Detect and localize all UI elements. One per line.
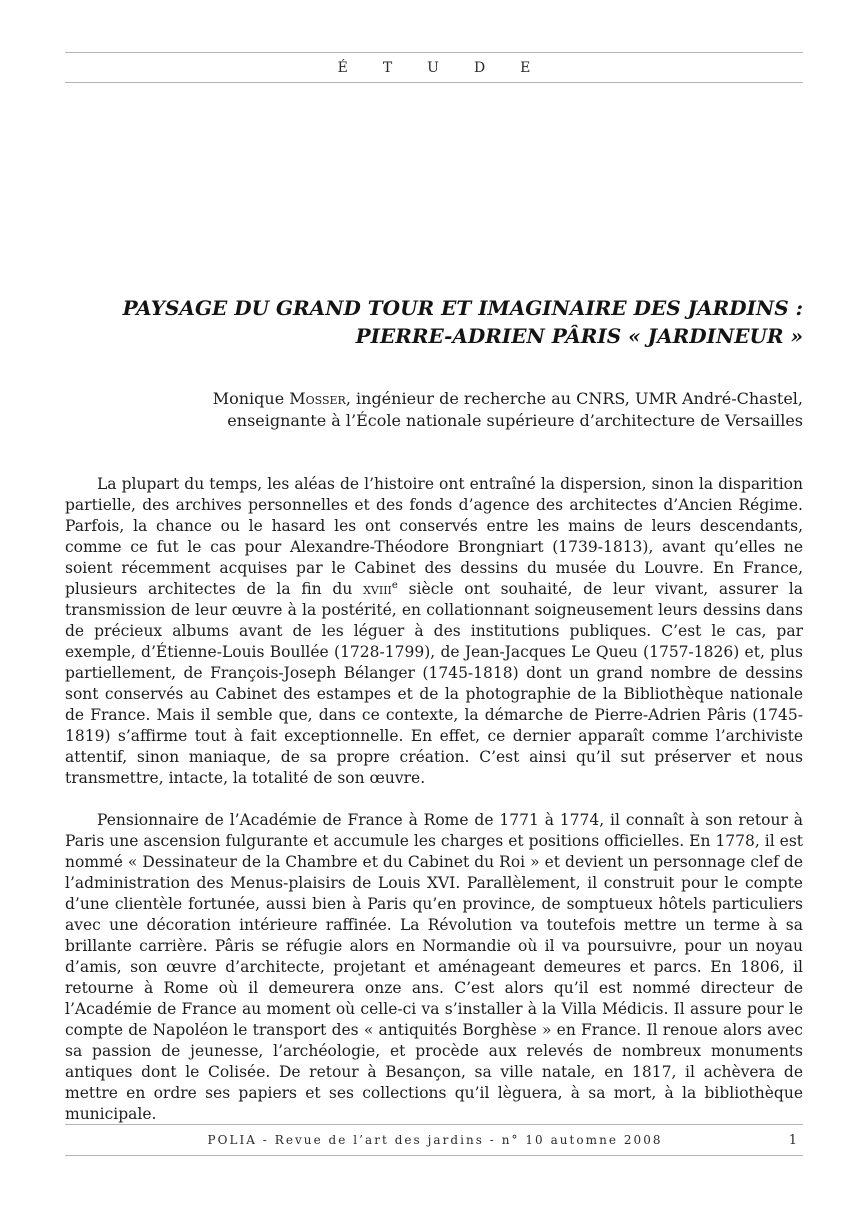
author-last-name: Mosser — [289, 389, 346, 408]
century-numeral: xviii — [363, 580, 392, 598]
journal-title-line: POLIA - Revue de l’art des jardins - n° 10 automne 2008 — [207, 1133, 663, 1147]
paragraph-1-text-a: La plupart du temps, les aléas de l’histoire ont entraîné la dispersion, sinon la disparition partielle, des archives personnelles et des fonds d’agence des architectes d’Ancien Régime. Parfois, la chance ou le hasard les ont conservés entre les mains de leurs descendants, comme ce fut le cas pour Alexandre-Théodore Brongniart (1739-1813), avant qu’elles ne soient récemment acquises par le Cabinet des dessins du musée du Louvre. En France, plusieurs architectes de la fin du — [65, 475, 803, 598]
author-block — [65, 388, 803, 432]
running-head — [65, 52, 803, 83]
page-footer — [65, 1124, 803, 1156]
author-affiliation-2: enseignante à l’École nationale supérieure d’architecture de Versailles — [227, 411, 803, 430]
author-affiliation-1: , ingénieur de recherche au CNRS, UMR André-Chastel, — [345, 389, 803, 408]
article-body — [65, 474, 803, 1125]
century-ordinal-suffix: e — [391, 579, 398, 591]
page-number: 1 — [788, 1132, 797, 1148]
paragraph-2: Pensionnaire de l’Académie de France à Rome de 1771 à 1774, il connaît à son retour à Paris une ascension fulgurante et accumule les charges et positions officielles. En 1778, il est nommé « Dessinateur de la Chambre et du Cabinet du Roi » et devient un personnage clef de l’administration des Menus-plaisirs de Louis XVI. Parallèlement, il construit pour le compte d’une clientèle fortunée, aussi bien à Paris qu’en province, de somptueux hôtels particuliers avec une décoration intérieure raffinée. La Révolution va toutefois mettre un terme à sa brillante carrière. Pâris se réfugie alors en Normandie où il va poursuivre, pour un noyau d’amis, son œuvre d’architecte, projetant et aménageant demeures et parcs. En 1806, il retourne à Rome où il demeurera onze ans. C’est alors qu’il est nommé directeur de l’Académie de France au moment où celle-ci va s’installer à la Villa Médicis. Il assure pour le compte de Napoléon le transport des « antiquités Borghèse » en France. Il renoue alors avec sa passion de jeunesse, l’archéologie, et procède aux relevés de nombreux monuments antiques dont le Colisée. De retour à Besançon, sa ville natale, en 1817, il achèvera de mettre en ordre ses papiers et ses collections qu’il lèguera, à sa mort, à la bibliothèque municipale. — [65, 811, 803, 1123]
running-head-label: ÉTUDE — [337, 59, 566, 76]
article-title-line2: PIERRE-ADRIEN PÂRIS « JARDINEUR » — [355, 324, 803, 348]
paragraph-1-text-b: siècle ont souhaité, de leur vivant, assurer la transmission de leur œuvre à la postérité, en collationnant soigneusement leurs dessins dans de précieux albums avant de les léguer à des institutions publiques. C’est le cas, par exemple, d’Étienne-Louis Boullée (1728-1799), de Jean-Jacques Le Queu (1757-1826) et, plus partiellement, de François-Joseph Bélanger (1745-1818) dont un grand nombre de dessins sont conservés au Cabinet des estampes et de la photographie de la Bibliothèque nationale de France. Mais il semble que, dans ce contexte, la démarche de Pierre-Adrien Pâris (1745-1819) s’affirme tout à fait exceptionnelle. En effet, ce dernier apparaît comme l’archiviste attentif, sinon maniaque, de sa propre création. C’est ainsi qu’il sut préserver et nous transmettre, intacte, la totalité de son œuvre. — [65, 580, 803, 787]
article-title — [65, 294, 803, 350]
paragraph-1 — [65, 474, 803, 789]
article-title-line1: PAYSAGE DU GRAND TOUR ET IMAGINAIRE DES JARDINS : — [122, 296, 803, 320]
author-first-name: Monique — [212, 389, 290, 408]
author-line1 — [65, 388, 803, 410]
